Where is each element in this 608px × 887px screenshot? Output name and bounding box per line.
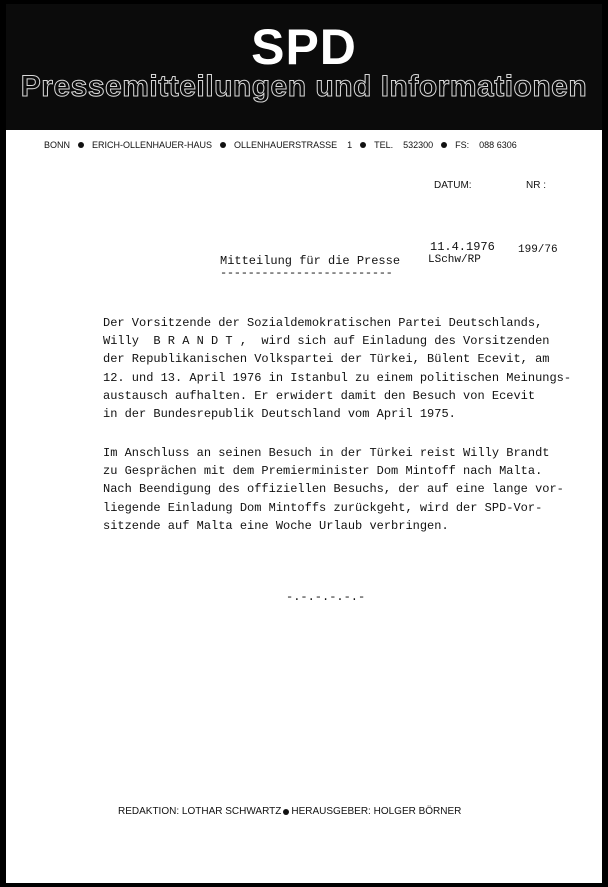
document-page [6, 4, 602, 883]
author-sign: LSchw/RP [428, 254, 481, 266]
address-street: OLLENHAUERSTRASSE [234, 140, 338, 150]
masthead-subtitle: Pressemitteilungen und Informationen [20, 70, 588, 103]
address-city: BONN [44, 140, 71, 150]
press-heading-underline: ------------------------- [220, 266, 393, 280]
bullet-icon [220, 142, 226, 148]
closing-mark: -.-.-.-.-.- [286, 590, 366, 604]
bullet-icon [283, 809, 289, 815]
footer-herausgeber: HERAUSGEBER: HOLGER BÖRNER [291, 806, 462, 817]
address-number: 1 [347, 140, 353, 150]
tel-label: TEL. [374, 140, 394, 150]
bullet-icon [78, 142, 84, 148]
masthead [6, 4, 602, 130]
press-heading: Mitteilung für die Presse [220, 254, 401, 268]
body-paragraph: Der Vorsitzende der Sozialdemokratischen Partei Deutschlands, Willy B R A N D T , wird sich auf Einladung des Vorsitzenden der Republikanischen Volkspartei der Türkei, Bülent Ecevit, am 12. und 13. April 1976 in Istanbul zu einem politischen Meinungs- austausch aufhalten. Er erwidert damit den Besuch von Ecevit in der Bundesrepublik Deutschland vom April 1975. [103, 316, 572, 422]
spd-logo: SPD [251, 19, 357, 75]
bullet-icon [441, 142, 447, 148]
address-building: ERICH-OLLENHAUER-HAUS [92, 140, 213, 150]
release-number: 199/76 [518, 244, 558, 256]
release-date: 11.4.1976 [430, 240, 495, 254]
datum-label: DATUM: [434, 180, 472, 191]
footer-redaktion: REDAKTION: LOTHAR SCHWARTZ [118, 806, 282, 817]
tel-number: 532300 [403, 140, 434, 150]
bullet-icon [360, 142, 366, 148]
nr-label: NR : [526, 180, 546, 191]
fs-label: FS: [455, 140, 470, 150]
body-paragraph: Im Anschluss an seinen Besuch in der Türkei reist Willy Brandt zu Gesprächen mit dem Premierminister Dom Mintoff nach Malta. Nach Beendigung des offiziellen Besuchs, der auf eine lange vor- liegende Einladung Dom Mintoffs zurückgeht, wird der SPD-Vor- sitzende auf Malta eine Woche Urlaub verbringen. [103, 446, 564, 533]
address-line [44, 140, 584, 150]
footer [118, 806, 461, 817]
fs-number: 088 6306 [479, 140, 517, 150]
